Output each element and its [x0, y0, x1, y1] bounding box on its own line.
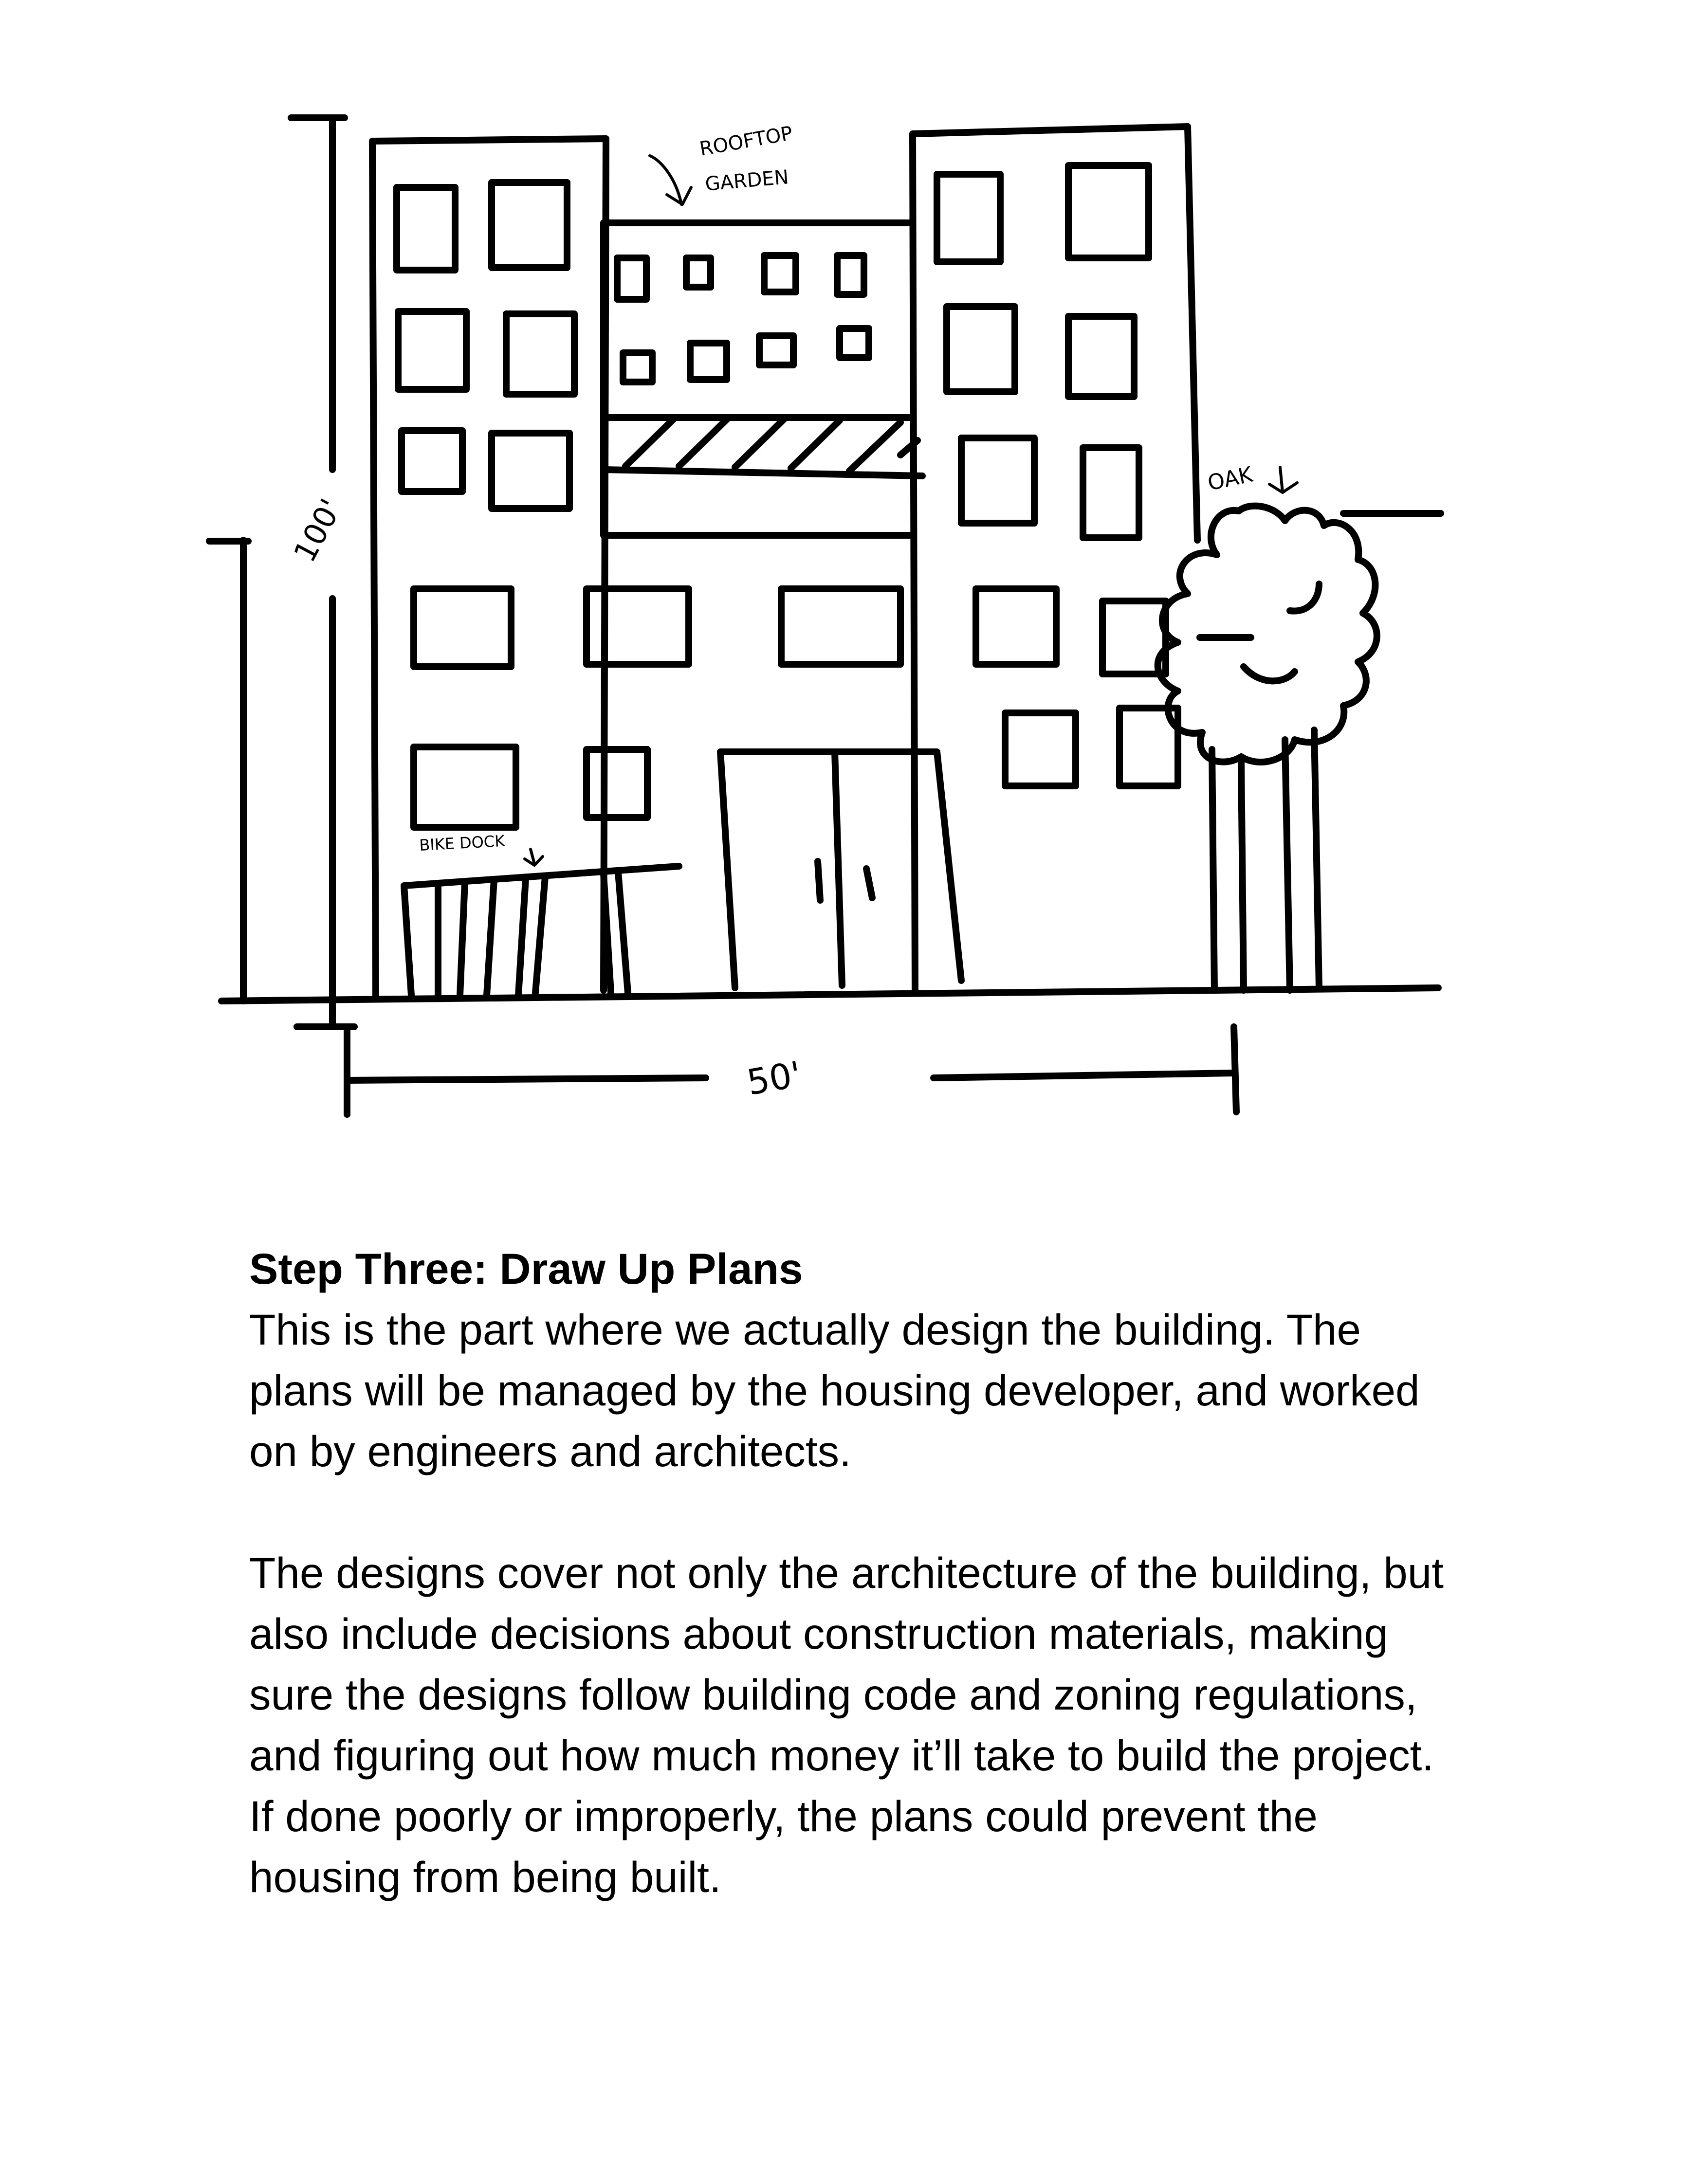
paragraph-intro: This is the part where we actually design the building. The plans will be managed by the housing developer, and worked on by engineers and architects. [249, 1305, 1420, 1475]
rooftop-arrow [650, 156, 691, 204]
oak-tree-canopy [1158, 506, 1377, 762]
oak-label: OAK [1205, 462, 1255, 496]
entrance-double-door [720, 752, 961, 988]
bike-dock-label: BIKE DOCK [419, 831, 506, 855]
ground-line [221, 988, 1438, 1001]
height-dimension-label: 100' [286, 493, 349, 568]
oak-arrow [1269, 467, 1297, 492]
paragraph-designs: The designs cover not only the architecture of the building, but also include decisions about construction materials, making sure the designs follow building code and zoning regulations, and figuring out how much money it’ll take to build the project. If done poorly or improperly, the plans could prevent the housing from being built. [249, 1548, 1444, 1901]
article-text [249, 1238, 1466, 1908]
bike-dock-rack [404, 866, 679, 995]
oak-tree-marks [1200, 584, 1319, 681]
garden-hatching [625, 419, 917, 471]
width-dimension-label: 50' [744, 1053, 805, 1103]
left-side-line [209, 540, 248, 1001]
step-heading: Step Three: Draw Up Plans [249, 1244, 803, 1293]
oak-tree-trunk [1241, 730, 1319, 990]
rooftop-label-line2: GARDEN [704, 166, 790, 196]
width-dimension-right [934, 1027, 1236, 1112]
right-tower-windows [937, 165, 1178, 786]
width-dimension-left [347, 1029, 706, 1114]
rooftop-label-line1: ROOFTOP [697, 122, 794, 161]
bike-arrow [525, 849, 543, 865]
door-handles [818, 861, 872, 900]
right-tower-outline [913, 127, 1214, 993]
